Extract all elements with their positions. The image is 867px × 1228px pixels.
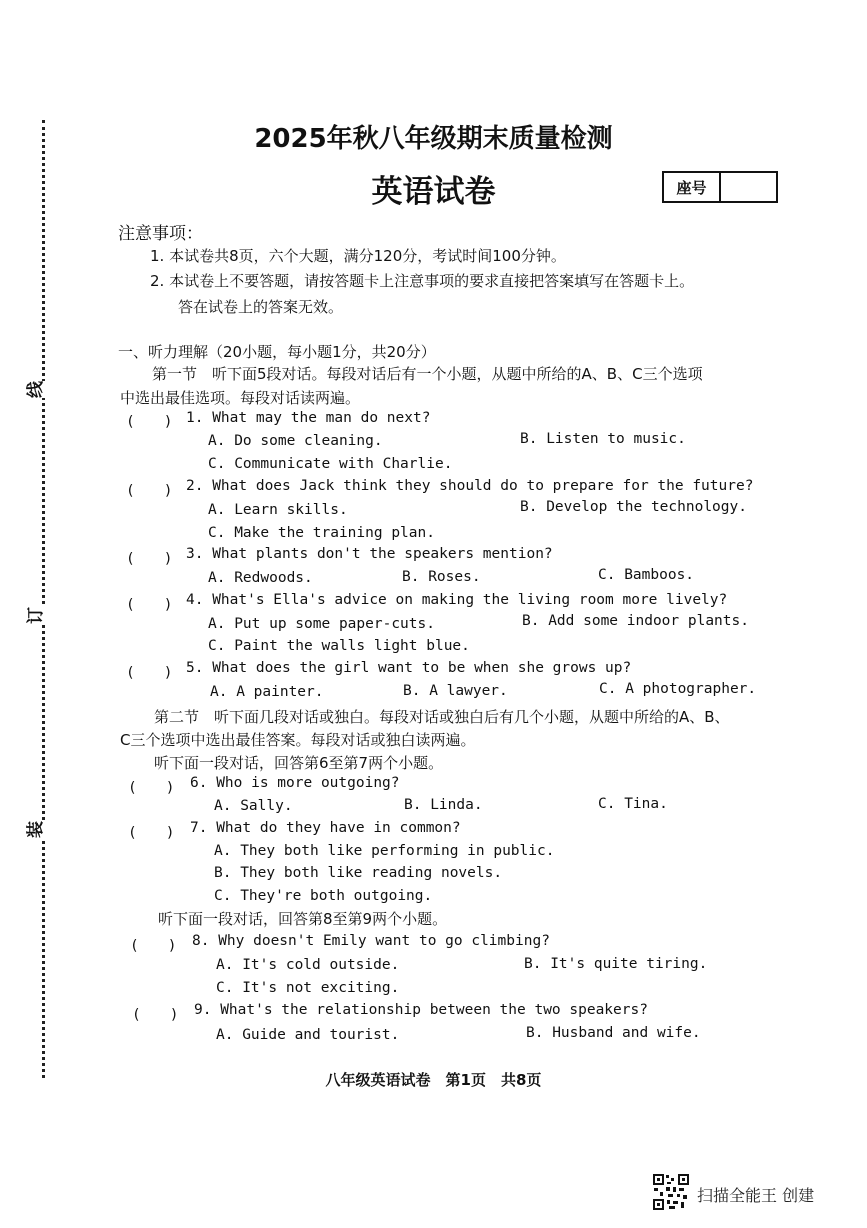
question-2-stem: 2. What does Jack think they should do to prepare for the future? (186, 478, 754, 494)
section1-instructions-line2: 中选出最佳选项。每段对话读两遍。 (120, 389, 361, 407)
question-7-option-b: B. They both like reading novels. (214, 865, 503, 881)
question-5-option-b: B. A lawyer. (403, 683, 508, 699)
binding-mark-xian: 线 (26, 381, 46, 398)
dialogue-instruction-6-7: 听下面一段对话，回答第6至第7两个小题。 (154, 754, 444, 772)
answer-bracket: ( ) (128, 780, 175, 796)
scanner-watermark: 扫描全能王 创建 (697, 1186, 815, 1205)
question-5-option-c: C. A photographer. (599, 681, 757, 697)
question-5-option-a: A. A painter. (210, 684, 324, 700)
question-3-option-a: A. Redwoods. (208, 570, 313, 586)
answer-bracket: ( ) (126, 551, 173, 567)
question-8-option-b: B. It's quite tiring. (524, 956, 708, 972)
answer-bracket: ( ) (132, 1007, 179, 1023)
answer-bracket: ( ) (126, 414, 173, 430)
question-2-option-a: A. Learn skills. (208, 502, 348, 518)
notes-heading: 注意事项： (118, 224, 203, 244)
part1-heading: 一、听力理解（20小题，每小题1分，共20分） (118, 343, 436, 361)
binding-mark-ding: 订 (26, 607, 46, 624)
question-7-stem: 7. What do they have in common? (190, 820, 461, 836)
notes-item-2: 2. 本试卷上不要答题，请按答题卡上注意事项的要求直接把答案填写在答题卡上。 (150, 272, 695, 290)
seat-number-label: 座号 (664, 173, 721, 201)
question-8-option-c: C. It's not exciting. (216, 980, 400, 996)
binding-mark-zhuang: 装 (26, 821, 46, 838)
question-6-option-b: B. Linda. (404, 797, 483, 813)
answer-bracket: ( ) (128, 825, 175, 841)
question-5-stem: 5. What does the girl want to be when she grows up? (186, 660, 632, 676)
section1-instructions-line1: 第一节 听下面5段对话。每段对话后有一个小题，从题中所给的A、B、C三个选项 (152, 365, 703, 383)
question-1-option-c: C. Communicate with Charlie. (208, 456, 453, 472)
question-7-option-c: C. They're both outgoing. (214, 888, 433, 904)
seat-number-box (662, 171, 778, 203)
question-3-stem: 3. What plants don't the speakers mention? (186, 546, 553, 562)
question-7-option-a: A. They both like performing in public. (214, 843, 555, 859)
answer-bracket: ( ) (126, 483, 173, 499)
exam-title: 2025年秋八年级期末质量检测 (254, 124, 613, 154)
question-8-stem: 8. Why doesn't Emily want to go climbing? (192, 933, 550, 949)
question-4-option-a: A. Put up some paper-cuts. (208, 616, 435, 632)
notes-item-1: 1. 本试卷共8页，六个大题，满分120分，考试时间100分钟。 (150, 247, 566, 265)
question-4-option-c: C. Paint the walls light blue. (208, 638, 470, 654)
question-9-option-a: A. Guide and tourist. (216, 1027, 400, 1043)
question-4-stem: 4. What's Ella's advice on making the living room more lively? (186, 592, 728, 608)
answer-bracket: ( ) (126, 597, 173, 613)
exam-subtitle: 英语试卷 (371, 174, 496, 210)
qr-code-icon (652, 1173, 690, 1211)
question-3-option-b: B. Roses. (402, 569, 481, 585)
answer-bracket: ( ) (130, 938, 177, 954)
section2-instructions-line1: 第二节 听下面几段对话或独白。每段对话或独白后有几个小题，从题中所给的A、B、 (154, 708, 730, 726)
question-1-option-b: B. Listen to music. (520, 431, 686, 447)
binding-dotted-line (42, 120, 45, 1078)
question-6-option-c: C. Tina. (598, 796, 668, 812)
seat-number-field (721, 173, 776, 201)
question-3-option-c: C. Bamboos. (598, 567, 695, 583)
dialogue-instruction-8-9: 听下面一段对话，回答第8至第9两个小题。 (158, 910, 448, 928)
section2-instructions-line2: C三个选项中选出最佳答案。每段对话或独白读两遍。 (120, 731, 476, 749)
question-6-option-a: A. Sally. (214, 798, 293, 814)
question-4-option-b: B. Add some indoor plants. (522, 613, 749, 629)
question-8-option-a: A. It's cold outside. (216, 957, 400, 973)
page-footer: 八年级英语试卷 第1页 共8页 (325, 1071, 542, 1089)
notes-item-2-cont: 答在试卷上的答案无效。 (178, 298, 344, 316)
question-9-stem: 9. What's the relationship between the two speakers? (194, 1002, 648, 1018)
question-2-option-b: B. Develop the technology. (520, 499, 747, 515)
question-9-option-b: B. Husband and wife. (526, 1025, 701, 1041)
question-2-option-c: C. Make the training plan. (208, 525, 435, 541)
question-1-option-a: A. Do some cleaning. (208, 433, 383, 449)
question-1-stem: 1. What may the man do next? (186, 410, 431, 426)
question-6-stem: 6. Who is more outgoing? (190, 775, 400, 791)
answer-bracket: ( ) (126, 665, 173, 681)
